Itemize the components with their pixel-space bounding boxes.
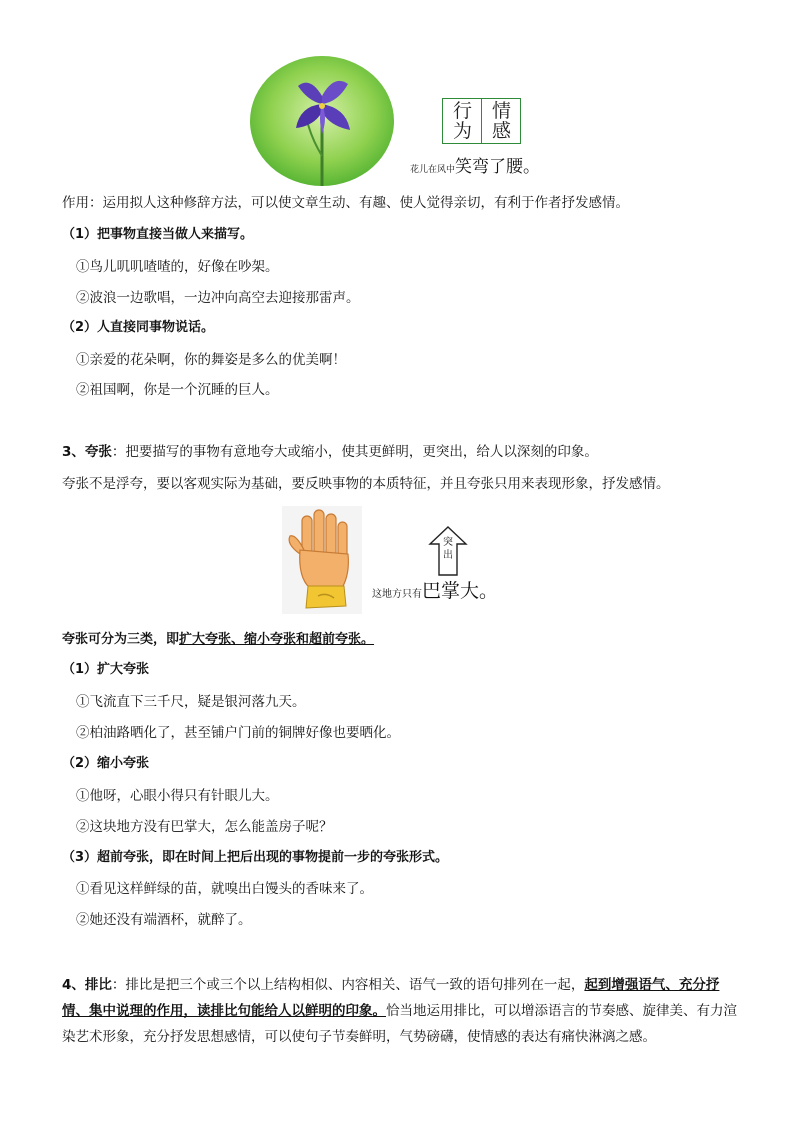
personification-effect: 作用：运用拟人这种修辞方法，可以使文章生动、有趣、使人觉得亲切，有利于作者抒发感情。 [62,195,629,211]
hand-image [282,506,362,614]
exaggeration-sub2: （2）缩小夸张 [62,756,150,771]
personification-sub1-example-1: ①鸟儿叽叽喳喳的，好像在吵架。 [76,259,279,275]
hand-palm-icon [282,506,362,614]
parallelism-heading: 4、排比 [62,977,112,993]
figure2-caption-big: 巴掌大。 [422,580,499,602]
exaggeration-heading: 3、夸张 [62,444,112,460]
iris-flower-icon [250,56,394,186]
exaggeration-sub3-example-1: ①看见这样鲜绿的苗，就嗅出白馒头的香味来了。 [76,881,373,897]
exaggeration-definition-line [62,442,598,462]
figure1-caption-big: 笑弯了腰。 [455,157,541,177]
personification-sub1: （1）把事物直接当做人来描写。 [62,227,254,242]
figure2-caption-small: 这地方只有 [372,589,422,600]
figure1-caption-small: 花儿在风中 [410,165,456,175]
box-char-1: 行 [453,100,473,122]
flower-image [250,56,394,186]
figure1-caption [410,152,540,177]
exaggeration-definition: ：把要描写的事物有意地夸大或缩小，使其更鲜明，更突出，给人以深刻的印象。 [111,444,598,460]
figure2-caption [372,576,498,603]
exaggeration-sub3-example-2: ②她还没有端酒杯，就醉了。 [76,912,252,928]
personification-sub2-example-1: ①亲爱的花朵啊，你的舞姿是多么的优美啊！ [76,352,346,368]
personification-sub1-example-2: ②波浪一边歌唱，一边冲向高空去迎接那雷声。 [76,290,360,306]
arrow-text-1: 突 [443,537,453,548]
exaggeration-note: 夸张不是浮夸，要以客观实际为基础，要反映事物的本质特征，并且夸张只用来表现形象，抒发感情。 [62,476,670,492]
box-char-2: 情 [492,100,512,122]
exaggeration-sub3: （3）超前夸张，即在时间上把后出现的事物提前一步的夸张形式。 [62,850,449,865]
exaggeration-types: 扩大夸张、缩小夸张和超前夸张。 [179,632,375,647]
exaggeration-sub1-example-2: ②柏油路晒化了，甚至铺户门前的铜牌好像也要晒化。 [76,725,400,741]
exaggeration-types-prefix: 夸张可分为三类，即 [62,632,180,647]
personification-sub2-example-2: ②祖国啊，你是一个沉睡的巨人。 [76,382,279,398]
parallelism-paragraph [62,972,744,1050]
parallelism-text-2: 恰当地运用排比，可以增添语言的节奏感、旋律美、有力渲染艺术形象，充分抒发思想感情，可以使句子节奏鲜明，气势磅礴，使情感的表达有痛快淋漓之感。 [62,1003,737,1045]
parallelism-text-1: ：排比是把三个或三个以上结构相似、内容相关、语气一致的语句排列在一起， [111,977,585,993]
exaggeration-sub1-example-1: ①飞流直下三千尺，疑是银河落九天。 [76,694,306,710]
exaggeration-sub1: （1）扩大夸张 [62,662,150,677]
arrow-text-2: 出 [443,550,453,561]
exaggeration-types-line [62,630,374,650]
parallelism-emphasis: 起到增强语气、充分抒情、集中说理的作用，读排比句能给人以鲜明的印象。 [62,977,720,1019]
exaggeration-sub2-example-1: ①他呀，心眼小得只有针眼儿大。 [76,788,279,804]
personification-sub2: （2）人直接同事物说话。 [62,320,215,335]
box-char-4: 感 [492,120,512,142]
box-char-3: 为 [453,120,473,142]
exaggeration-sub2-example-2: ②这块地方没有巴掌大，怎么能盖房子呢？ [76,819,333,835]
